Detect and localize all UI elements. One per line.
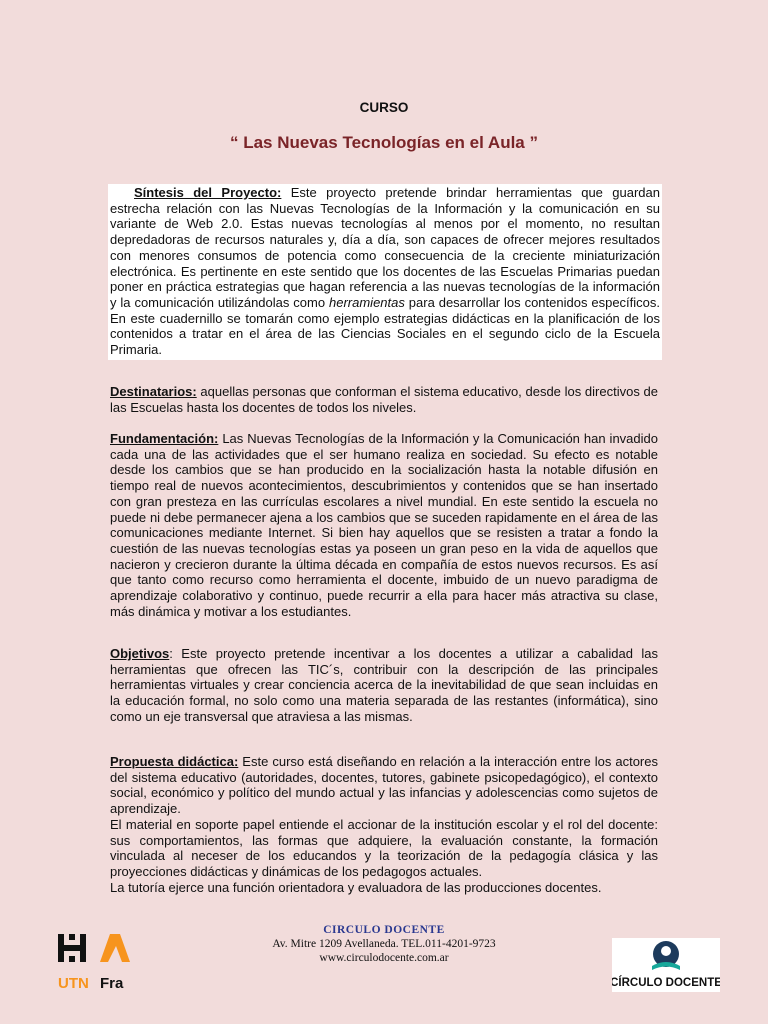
synthesis-label: Síntesis del Proyecto: xyxy=(134,185,282,200)
propuesta-paragraph-2: El material en soporte papel entiende el accionar de la institución escolar y el rol del docente: sus comportamientos, las formas que adquiere, la evaluación constante, la formación vinculada al neceser de los educandos y la teorización de la pedagogía clásica y las proyecciones didácticas y dinámicas de los pedagogos actuales. xyxy=(110,816,658,879)
objetivos-text: : Este proyecto pretende incentivar a los docentes a utilizar a cabalidad las herramientas que ofrecen las TIC´s, contribuir con la descripción de las principales herramientas virtuales y crear conciencia acerca de la inevitabilidad de que sean incluidas en la educación formal, no solo como una materia separada de las restantes (informática), sino como un eje transversal que atraviesa a las mismas. xyxy=(110,646,658,724)
propuesta-section xyxy=(110,754,658,895)
synthesis-box xyxy=(108,184,662,360)
fundamentacion-text: Las Nuevas Tecnologías de la Información y la Comunicación han invadido cada una de las actividades que el ser humano realiza en sociedad. Su efecto es notable desde los cambios que se han producido en la socialización hasta la notable difusión en tiempo real de nuevos acontecimientos, descubrimientos y contenidos que se han insertado con gran presteza en las currículas escolares a nivel mundial. En este sentido la escuela no puede ni debe permanecer ajena a los cambios que se suceden rapidamente en el área de las comunicaciones mediante Internet. Si bien hay aquellos que se resisten a tratar a fondo la cuestión de las nuevas tecnologías estas ya poseen un gran peso en la vida de aquellos que nacieron y crecieron durante la última década en compañía de estos nuevos recursos. Es así que tanto como recurso como herramienta el docente, imbuido de un nuevo paradigma de aprendizaje colaborativo y continuo, puede recurrir a ella para hacer más atractiva su clase, más dinámica y motivar a los estudiantes. xyxy=(110,431,658,619)
synthesis-text-1: Este proyecto pretende brindar herramientas que guardan estrecha relación con las Nuevas Tecnologías de la Información y la comunicación en su variante de Web 2.0. Estas nuevas tecnologías al menos por el momento, no resultan depredadoras de recursos naturales y, día a día, son capaces de ofrecer mejores resultados con menores consumos de potencia como consecuencia de la creciente miniaturización electrónica. Es pertinente en este sentido que los docentes de las Escuelas Primarias puedan poner en práctica estrategias que hagan referencia a las nuevas tecnologías de la información y la comunicación utilizándolas como xyxy=(110,185,660,310)
fundamentacion-section xyxy=(110,431,658,619)
utn-logo-text: UTN xyxy=(58,975,89,992)
circulo-docente-logo xyxy=(612,938,720,992)
objetivos-section xyxy=(110,646,658,725)
fra-logo-text: Fra xyxy=(100,975,124,992)
course-title: “ Las Nuevas Tecnologías en el Aula ” xyxy=(230,133,538,152)
footer-address: Av. Mitre 1209 Avellaneda. TEL.011-4201-9723 xyxy=(272,938,496,950)
propuesta-text: Este curso está diseñando en relación a la interacción entre los actores del sistema educativo (autoridades, docentes, tutores, gabinete psicopedagógico), el contexto social, económico y político del mundo actual y las infancias y adolescencias como sujetos de aprendizaje. xyxy=(110,754,658,817)
synthesis-text-2: para desarrollar los contenidos específicos. En este cuadernillo se tomarán como ejemplo estrategias didácticas en la planificación de los contenidos a tratar en el área de las Ciencias Sociales en el segundo ciclo de la Escuela Primaria. xyxy=(110,294,661,358)
footer-org: CIRCULO DOCENTE xyxy=(323,924,445,936)
propuesta-paragraph-3: La tutoría ejerce una función orientadora y evaluadora de las producciones docentes. xyxy=(110,879,602,895)
fundamentacion-label: Fundamentación: xyxy=(110,431,219,446)
footer-website: www.circulodocente.com.ar xyxy=(319,952,449,964)
circulo-logo-text: CÍRCULO DOCENTE xyxy=(612,977,720,989)
course-label: CURSO xyxy=(359,100,409,115)
destinatarios-text: aquellas personas que conforman el sistema educativo, desde los directivos de las Escuelas hasta los docentes de todos los niveles. xyxy=(110,384,658,415)
synthesis-italic: herramientas xyxy=(329,294,405,310)
objetivos-label: Objetivos xyxy=(110,646,170,661)
destinatarios-label: Destinatarios: xyxy=(110,384,197,399)
destinatarios-section xyxy=(110,384,658,415)
propuesta-label: Propuesta didáctica: xyxy=(110,754,239,769)
